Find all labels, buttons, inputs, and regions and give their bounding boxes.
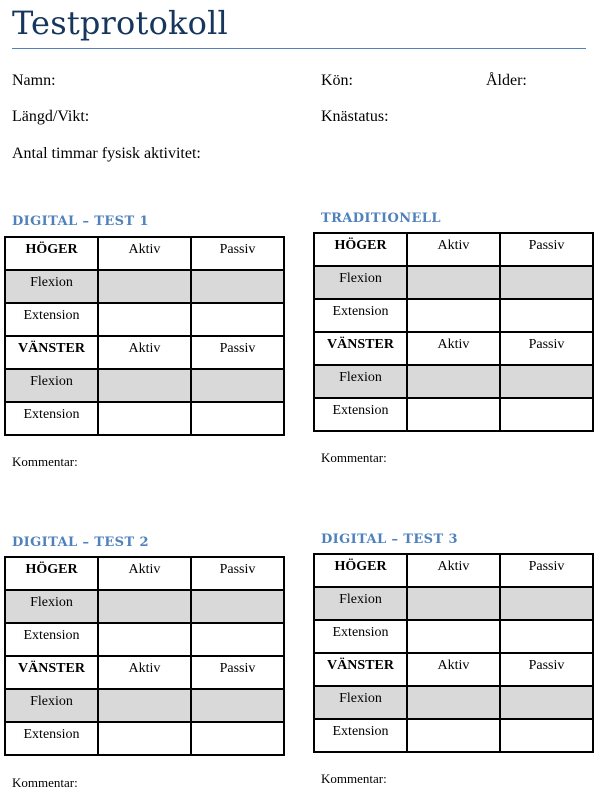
side-label-right: HÖGER [5,557,98,590]
row-label-flexion: Flexion [5,689,98,722]
input-cell-left-flexion-active[interactable] [98,369,191,402]
measurement-table-digital-test-1 [4,236,285,436]
row-label-flexion: Flexion [5,270,98,303]
input-cell-left-flexion-active[interactable] [98,689,191,722]
table-heading-digital-test-2: DIGITAL – TEST 2 [12,535,149,550]
row-label-extension: Extension [314,398,407,431]
input-cell-right-extension-active[interactable] [407,620,500,653]
input-cell-right-extension-active[interactable] [98,623,191,656]
comment-label-digital-test-3: Kommentar: [321,771,387,786]
comment-label-traditionell: Kommentar: [321,450,387,465]
row-label-flexion: Flexion [314,686,407,719]
input-cell-left-extension-active[interactable] [407,398,500,431]
row-label-extension: Extension [314,620,407,653]
input-cell-left-flexion-passive[interactable] [191,369,284,402]
row-label-extension: Extension [314,719,407,752]
side-label-left: VÄNSTER [5,656,98,689]
row-label-extension: Extension [5,722,98,755]
height-weight-field-label: Längd/Vikt: [12,108,90,125]
input-cell-right-extension-passive[interactable] [500,620,593,653]
age-field-label: Ålder: [486,72,527,89]
input-cell-left-extension-passive[interactable] [191,402,284,435]
row-label-flexion: Flexion [5,369,98,402]
side-label-left: VÄNSTER [5,336,98,369]
column-header-passive: Passiv [191,656,284,689]
side-label-left: VÄNSTER [314,332,407,365]
input-cell-left-extension-passive[interactable] [191,722,284,755]
column-header-passive: Passiv [500,653,593,686]
input-cell-left-flexion-passive[interactable] [500,365,593,398]
input-cell-left-extension-passive[interactable] [500,719,593,752]
input-cell-right-extension-active[interactable] [407,299,500,332]
column-header-passive: Passiv [500,332,593,365]
input-cell-right-flexion-passive[interactable] [191,270,284,303]
input-cell-right-extension-passive[interactable] [191,623,284,656]
comment-label-digital-test-1: Kommentar: [12,454,78,469]
comment-label-digital-test-2: Kommentar: [12,775,78,790]
input-cell-right-flexion-passive[interactable] [500,587,593,620]
table-heading-digital-test-1: DIGITAL – TEST 1 [12,214,149,229]
row-label-extension: Extension [5,402,98,435]
input-cell-left-flexion-passive[interactable] [500,686,593,719]
input-cell-right-flexion-active[interactable] [98,270,191,303]
row-label-extension: Extension [5,303,98,336]
column-header-passive: Passiv [191,237,284,270]
activity-hours-field-label: Antal timmar fysisk aktivitet: [12,145,201,162]
input-cell-right-extension-active[interactable] [98,303,191,336]
input-cell-right-flexion-active[interactable] [407,266,500,299]
row-label-flexion: Flexion [314,587,407,620]
table-heading-traditionell: TRADITIONELL [321,211,441,226]
input-cell-right-flexion-passive[interactable] [500,266,593,299]
input-cell-right-flexion-active[interactable] [98,590,191,623]
side-label-left: VÄNSTER [314,653,407,686]
input-cell-right-extension-passive[interactable] [191,303,284,336]
input-cell-left-extension-active[interactable] [407,719,500,752]
row-label-flexion: Flexion [5,590,98,623]
column-header-active: Aktiv [98,557,191,590]
column-header-passive: Passiv [191,336,284,369]
side-label-right: HÖGER [314,554,407,587]
name-field-label: Namn: [12,72,56,89]
row-label-extension: Extension [314,299,407,332]
gender-field-label: Kön: [321,72,353,89]
column-header-active: Aktiv [407,332,500,365]
measurement-table-digital-test-2 [4,556,285,756]
side-label-right: HÖGER [314,233,407,266]
input-cell-right-flexion-active[interactable] [407,587,500,620]
column-header-active: Aktiv [407,653,500,686]
row-label-flexion: Flexion [314,266,407,299]
input-cell-left-flexion-active[interactable] [407,686,500,719]
column-header-passive: Passiv [500,233,593,266]
input-cell-right-extension-passive[interactable] [500,299,593,332]
input-cell-right-flexion-passive[interactable] [191,590,284,623]
column-header-passive: Passiv [500,554,593,587]
column-header-active: Aktiv [98,237,191,270]
column-header-active: Aktiv [98,656,191,689]
measurement-table-traditionell [313,232,594,432]
input-cell-left-extension-active[interactable] [98,402,191,435]
title-divider [12,48,586,49]
side-label-right: HÖGER [5,237,98,270]
column-header-active: Aktiv [407,233,500,266]
input-cell-left-extension-active[interactable] [98,722,191,755]
input-cell-left-flexion-passive[interactable] [191,689,284,722]
column-header-active: Aktiv [98,336,191,369]
row-label-extension: Extension [5,623,98,656]
measurement-table-digital-test-3 [313,553,594,753]
row-label-flexion: Flexion [314,365,407,398]
page-title: Testprotokoll [12,4,228,42]
input-cell-left-flexion-active[interactable] [407,365,500,398]
knee-status-field-label: Knästatus: [321,108,389,125]
column-header-active: Aktiv [407,554,500,587]
input-cell-left-extension-passive[interactable] [500,398,593,431]
table-heading-digital-test-3: DIGITAL – TEST 3 [321,532,458,547]
column-header-passive: Passiv [191,557,284,590]
